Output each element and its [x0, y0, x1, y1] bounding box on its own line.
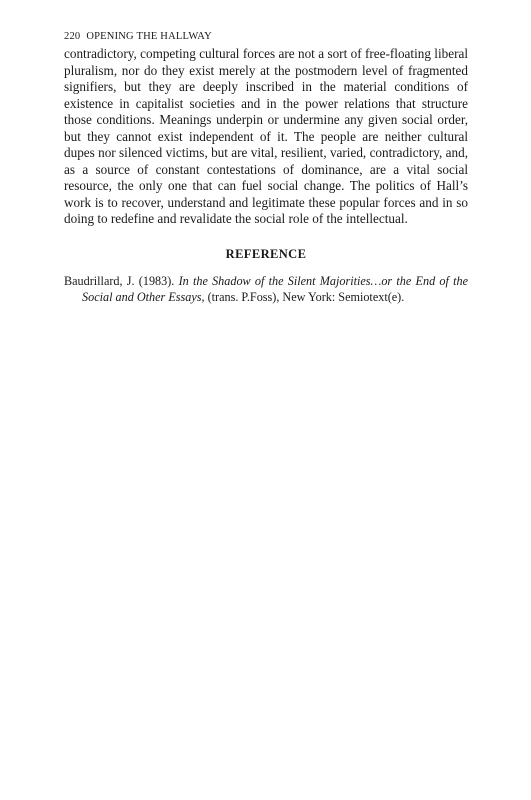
reference-entry [64, 273, 468, 305]
reference-author: Baudrillard, J. (1983). [64, 273, 175, 288]
reference-heading: REFERENCE [225, 246, 307, 261]
running-head [64, 30, 468, 44]
running-head-title: OPENING THE HALLWAY [86, 31, 212, 42]
reference-details: (trans. P.Foss), New York: Semiotext(e). [207, 289, 405, 304]
reference-title: In the Shadow of the Silent Majorities…or the End of the Social and Other Essays, [82, 273, 468, 304]
page-number: 220 [64, 31, 81, 42]
page [64, 30, 468, 305]
body-paragraph: contradictory, competing cultural forces are not a sort of free-floating liberal pluralism, nor do they exist merely at the postmodern level of fragmented signifiers, but they are deeply inscribed in the material conditions of existence in capitalist societies and in the power relations that structure those conditions. Meanings underpin or undermine any given social order, but they cannot exist independent of it. The people are neither cultural dupes nor silenced victims, but are vital, resilient, varied, contradictory, and, as a source of constant contestations of dominance, are a vital social resource, the only one that can fuel social change. The politics of Hall’s work is to recover, understand and legitimate these popular forces and in so doing to redefine and revalidate the social role of the intellectual. [64, 46, 468, 226]
